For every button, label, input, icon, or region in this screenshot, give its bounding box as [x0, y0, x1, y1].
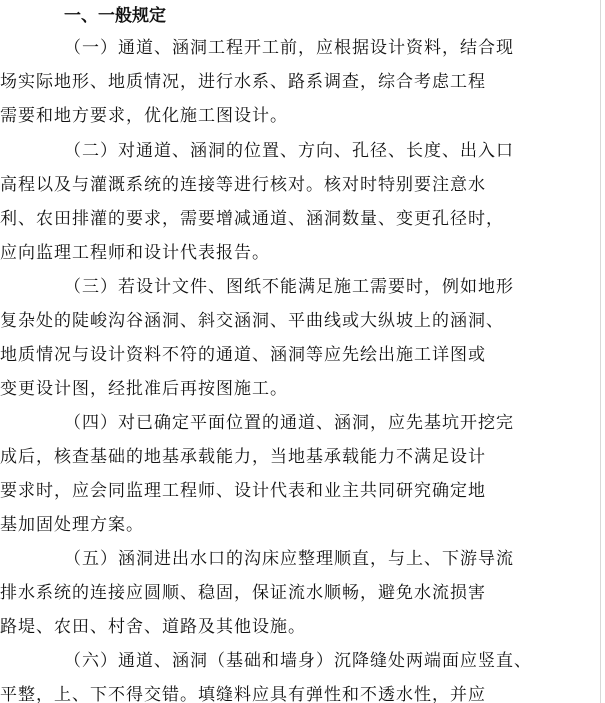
paragraph-line: 变更设计图，经批准后再按图施工。 — [0, 379, 288, 399]
paragraph-line: 路堤、农田、村舍、道路及其他设施。 — [0, 617, 306, 637]
paragraph-line: 成后，核查基础的地基承载能力，当地基承载能力不满足设计 — [0, 447, 486, 467]
paragraph-line: 需要和地方要求，优化施工图设计。 — [0, 106, 288, 126]
paragraph-line: 复杂处的陡峻沟谷涵洞、斜交涵洞、平曲线或大纵坡上的涵洞、 — [0, 311, 504, 331]
paragraph-line: 场实际地形、地质情况，进行水系、路系调查，综合考虑工程 — [0, 72, 486, 92]
page-edge-rule — [600, 0, 601, 703]
paragraph-line: 利、农田排灌的要求，需要增减通道、涵洞数量、变更孔径时， — [0, 209, 504, 229]
paragraph-line: （六）通道、涵洞（基础和墙身）沉降缝处两端面应竖直、 — [64, 651, 532, 671]
paragraph-line: （五）涵洞进出水口的沟床应整理顺直，与上、下游导流 — [64, 549, 514, 569]
paragraph-line: 平整，上、下不得交错。填缝料应具有弹性和不透水性，并应 — [0, 685, 486, 703]
paragraph-line: （一）通道、涵洞工程开工前，应根据设计资料，结合现 — [64, 38, 514, 58]
paragraph-line: 排水系统的连接应圆顺、稳固，保证流水顺畅，避免水流损害 — [0, 583, 486, 603]
paragraph-line: 高程以及与灌溉系统的连接等进行核对。核对时特别要注意水 — [0, 175, 486, 195]
paragraph-line: （三）若设计文件、图纸不能满足施工需要时，例如地形 — [64, 277, 514, 297]
paragraph-line: （二）对通道、涵洞的位置、方向、孔径、长度、出入口 — [64, 141, 514, 161]
paragraph-line: 地质情况与设计资料不符的通道、涵洞等应先绘出施工详图或 — [0, 345, 486, 365]
section-heading: 一、一般规定 — [64, 6, 166, 26]
paragraph-line: 要求时，应会同监理工程师、设计代表和业主共同研究确定地 — [0, 481, 486, 501]
paragraph-line: 基加固处理方案。 — [0, 515, 144, 535]
paragraph-line: 应向监理工程师和设计代表报告。 — [0, 243, 270, 263]
paragraph-line: （四）对已确定平面位置的通道、涵洞，应先基坑开挖完 — [64, 413, 514, 433]
